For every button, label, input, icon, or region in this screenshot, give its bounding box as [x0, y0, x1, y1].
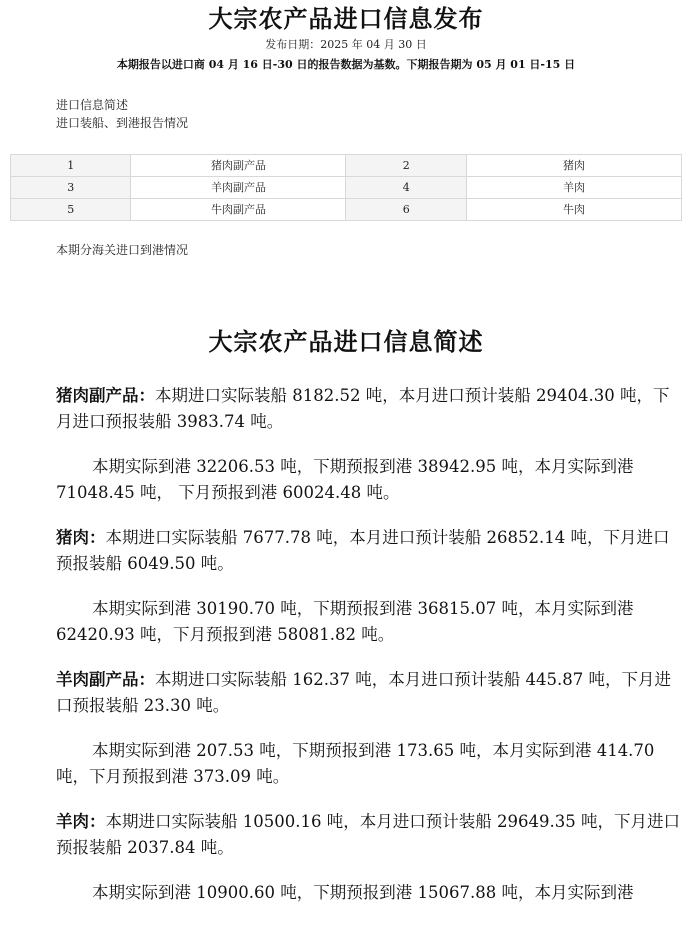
- table-row: [11, 199, 682, 221]
- paragraph-text: 本期实际到港 207.53 吨，下期预报到港 173.65 吨，本月实际到港 414.70 吨，下月预报到港 373.09 吨。: [56, 741, 655, 786]
- page-title: 大宗农产品进口信息发布: [208, 4, 484, 33]
- paragraph-text: 本期进口实际装船 8182.52 吨，本月进口预计装船 29404.30 吨，下月进口预报装船 3983.74 吨。: [56, 386, 670, 431]
- paragraph-text: 本期实际到港 10900.60 吨，下期预报到港 15067.88 吨，本月实际到港: [92, 883, 634, 902]
- product-label: 猪肉：: [56, 528, 106, 547]
- product-number: 4: [346, 177, 466, 199]
- product-number: 3: [11, 177, 131, 199]
- product-number: 2: [346, 155, 466, 177]
- product-link[interactable]: 猪肉副产品: [131, 155, 346, 177]
- paragraph-text: 本期实际到港 32206.53 吨，下期预报到港 38942.95 吨，本月实际到港 71048.45 吨， 下月预报到港 60024.48 吨。: [56, 457, 634, 502]
- summary-paragraph: [56, 809, 682, 861]
- summary-paragraph: [56, 383, 682, 435]
- product-link[interactable]: 羊肉: [466, 177, 681, 199]
- report-period-note: 本期报告以进口商 04 月 16 日-30 日的报告数据为基数。下期报告期为 05 月 01 日-15 日: [116, 58, 576, 71]
- product-number: 1: [11, 155, 131, 177]
- summary-paragraph: [56, 454, 682, 506]
- toc-link-customs-arrivals[interactable]: 本期分海关进口到港情况: [56, 243, 189, 257]
- product-link[interactable]: 牛肉: [466, 199, 681, 221]
- summary-paragraph: [56, 880, 682, 906]
- toc-link-import-summary[interactable]: 进口信息简述: [56, 98, 129, 112]
- product-table: [10, 154, 682, 221]
- summary-body: [56, 383, 682, 925]
- product-link[interactable]: 牛肉副产品: [131, 199, 346, 221]
- toc-link-shipping-arrival-report[interactable]: 进口装船、到港报告情况: [56, 116, 189, 130]
- product-label: 羊肉副产品：: [56, 670, 155, 689]
- summary-paragraph: [56, 667, 682, 719]
- table-row: [11, 155, 682, 177]
- summary-section-title: 大宗农产品进口信息简述: [208, 327, 484, 356]
- product-label: 猪肉副产品：: [56, 386, 155, 405]
- paragraph-text: 本期实际到港 30190.70 吨，下期预报到港 36815.07 吨，本月实际到港 62420.93 吨，下月预报到港 58081.82 吨。: [56, 599, 634, 644]
- summary-paragraph: [56, 738, 682, 790]
- table-row: [11, 177, 682, 199]
- summary-paragraph: [56, 596, 682, 648]
- product-link[interactable]: 羊肉副产品: [131, 177, 346, 199]
- summary-paragraph: [56, 525, 682, 577]
- paragraph-text: 本期进口实际装船 7677.78 吨，本月进口预计装船 26852.14 吨，下月进口预报装船 6049.50 吨。: [56, 528, 670, 573]
- paragraph-text: 本期进口实际装船 162.37 吨，本月进口预计装船 445.87 吨，下月进口预报装船 23.30 吨。: [56, 670, 671, 715]
- product-number: 5: [11, 199, 131, 221]
- product-label: 羊肉：: [56, 812, 106, 831]
- publish-date: 发布日期：2025 年 04 月 30 日: [265, 38, 427, 51]
- product-link[interactable]: 猪肉: [466, 155, 681, 177]
- paragraph-text: 本期进口实际装船 10500.16 吨，本月进口预计装船 29649.35 吨，下月进口预报装船 2037.84 吨。: [56, 812, 680, 857]
- product-number: 6: [346, 199, 466, 221]
